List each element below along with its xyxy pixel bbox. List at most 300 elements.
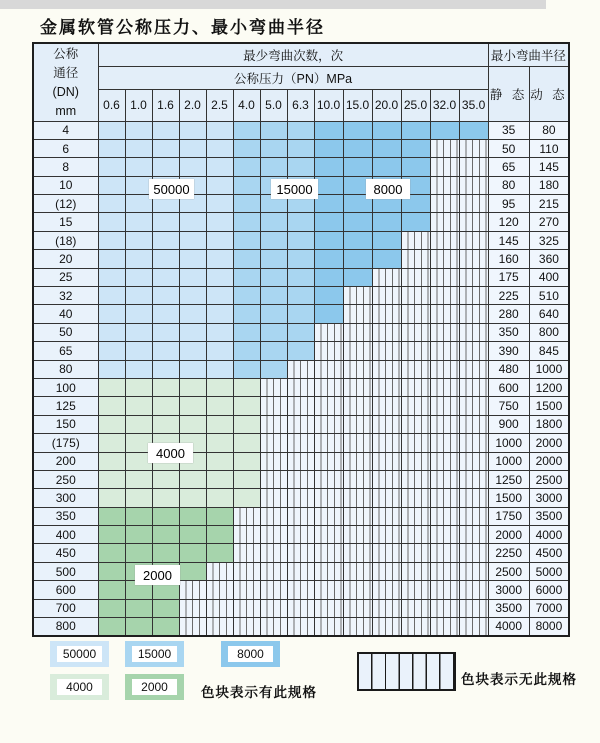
spec-cell bbox=[152, 507, 179, 525]
no-spec-cell bbox=[233, 581, 260, 599]
table-row bbox=[33, 250, 569, 268]
spec-cell bbox=[179, 213, 206, 231]
spec-cell bbox=[206, 213, 233, 231]
pressure-col-header: 0.6 bbox=[98, 89, 125, 121]
static-value-cell: 280 bbox=[488, 305, 529, 323]
spec-cell bbox=[206, 360, 233, 378]
no-spec-cell bbox=[372, 415, 401, 433]
dynamic-value-cell: 510 bbox=[529, 287, 569, 305]
spec-cell bbox=[343, 250, 372, 268]
no-spec-cell bbox=[343, 507, 372, 525]
spec-cell bbox=[179, 470, 206, 488]
no-spec-cell bbox=[430, 287, 459, 305]
spec-cell bbox=[206, 397, 233, 415]
no-spec-cell bbox=[287, 581, 314, 599]
spec-cell bbox=[206, 305, 233, 323]
no-spec-cell bbox=[430, 378, 459, 396]
no-spec-cell bbox=[372, 489, 401, 507]
dynamic-value-cell: 145 bbox=[529, 158, 569, 176]
dn-cell: 20 bbox=[33, 250, 98, 268]
spec-cell bbox=[233, 434, 260, 452]
no-spec-cell bbox=[343, 323, 372, 341]
table-row bbox=[33, 287, 569, 305]
table-row bbox=[33, 452, 569, 470]
no-spec-cell bbox=[233, 507, 260, 525]
no-spec-cell bbox=[287, 599, 314, 617]
spec-cell bbox=[179, 360, 206, 378]
legend-block-50000 bbox=[50, 641, 109, 667]
no-spec-cell bbox=[401, 581, 430, 599]
spec-cell bbox=[372, 213, 401, 231]
spec-cell bbox=[233, 250, 260, 268]
no-spec-cell bbox=[314, 452, 343, 470]
no-spec-cell bbox=[314, 489, 343, 507]
legend-block-2000 bbox=[125, 674, 184, 700]
no-spec-cell bbox=[459, 287, 488, 305]
spec-cell bbox=[125, 470, 152, 488]
spec-cell bbox=[179, 562, 206, 580]
spec-cell bbox=[260, 158, 287, 176]
dn-cell: 125 bbox=[33, 397, 98, 415]
dn-cell: (175) bbox=[33, 434, 98, 452]
spec-cell bbox=[314, 139, 343, 157]
static-value-cell: 65 bbox=[488, 158, 529, 176]
no-spec-cell bbox=[459, 139, 488, 157]
spec-cell bbox=[125, 489, 152, 507]
no-spec-cell bbox=[372, 599, 401, 617]
spec-cell bbox=[98, 250, 125, 268]
no-spec-cell bbox=[459, 195, 488, 213]
pressure-col-header: 6.3 bbox=[287, 89, 314, 121]
no-spec-cell bbox=[260, 415, 287, 433]
no-spec-cell bbox=[430, 562, 459, 580]
dn-cell: 600 bbox=[33, 581, 98, 599]
no-spec-cell bbox=[260, 489, 287, 507]
spec-cell bbox=[314, 121, 343, 139]
dynamic-value-cell: 1800 bbox=[529, 415, 569, 433]
no-spec-cell bbox=[401, 470, 430, 488]
no-spec-cell bbox=[459, 268, 488, 286]
dn-cell: (18) bbox=[33, 231, 98, 249]
spec-cell bbox=[233, 287, 260, 305]
spec-cell bbox=[233, 231, 260, 249]
no-spec-cell bbox=[233, 544, 260, 562]
spec-cell bbox=[233, 305, 260, 323]
spec-cell bbox=[206, 195, 233, 213]
dn-cell: 40 bbox=[33, 305, 98, 323]
spec-cell bbox=[125, 526, 152, 544]
no-spec-cell bbox=[343, 360, 372, 378]
no-spec-cell bbox=[260, 470, 287, 488]
no-spec-cell bbox=[459, 176, 488, 194]
dynamic-value-cell: 7000 bbox=[529, 599, 569, 617]
no-spec-cell bbox=[430, 305, 459, 323]
no-spec-cell bbox=[287, 489, 314, 507]
spec-cell bbox=[179, 250, 206, 268]
no-spec-cell bbox=[287, 378, 314, 396]
dn-cell: 8 bbox=[33, 158, 98, 176]
spec-cell bbox=[343, 213, 372, 231]
dn-header-line: 公称 bbox=[53, 46, 79, 61]
static-value-cell: 35 bbox=[488, 121, 529, 139]
no-spec-cell bbox=[459, 213, 488, 231]
no-spec-cell bbox=[401, 268, 430, 286]
top-bar bbox=[0, 0, 546, 9]
spec-cell bbox=[179, 158, 206, 176]
no-spec-cell bbox=[343, 544, 372, 562]
no-spec-cell bbox=[206, 599, 233, 617]
no-spec-cell bbox=[343, 434, 372, 452]
spec-cell bbox=[98, 213, 125, 231]
no-spec-cell bbox=[372, 562, 401, 580]
spec-cell bbox=[98, 158, 125, 176]
radius-header: 最小弯曲半径 bbox=[488, 43, 569, 66]
spec-cell bbox=[343, 268, 372, 286]
spec-table bbox=[32, 42, 570, 637]
no-spec-cell bbox=[343, 599, 372, 617]
pressure-header: 公称压力（PN）MPa bbox=[98, 66, 488, 89]
spec-cell bbox=[98, 139, 125, 157]
cycle-label-2000: 2000 bbox=[135, 565, 180, 585]
spec-cell bbox=[152, 397, 179, 415]
spec-cell bbox=[206, 526, 233, 544]
dynamic-value-cell: 270 bbox=[529, 213, 569, 231]
dn-header-line: mm bbox=[55, 103, 77, 118]
no-spec-cell bbox=[260, 599, 287, 617]
table-row bbox=[33, 415, 569, 433]
spec-cell bbox=[98, 121, 125, 139]
no-spec-cell bbox=[287, 415, 314, 433]
spec-cell bbox=[152, 305, 179, 323]
no-spec-cell bbox=[372, 434, 401, 452]
no-spec-cell bbox=[401, 287, 430, 305]
spec-cell bbox=[152, 544, 179, 562]
no-spec-cell bbox=[401, 323, 430, 341]
no-spec-cell bbox=[372, 342, 401, 360]
spec-cell bbox=[206, 139, 233, 157]
spec-cell bbox=[152, 599, 179, 617]
spec-cell bbox=[98, 581, 125, 599]
spec-cell bbox=[233, 415, 260, 433]
no-spec-cell bbox=[459, 250, 488, 268]
no-spec-cell bbox=[430, 139, 459, 157]
spec-cell bbox=[152, 121, 179, 139]
no-spec-cell bbox=[459, 562, 488, 580]
spec-cell bbox=[152, 287, 179, 305]
spec-cell bbox=[152, 342, 179, 360]
spec-cell bbox=[152, 158, 179, 176]
no-spec-cell bbox=[372, 360, 401, 378]
cycle-label-4000: 4000 bbox=[148, 443, 193, 463]
spec-cell bbox=[98, 489, 125, 507]
spec-cell bbox=[401, 158, 430, 176]
no-spec-cell bbox=[233, 562, 260, 580]
dn-cell: 250 bbox=[33, 470, 98, 488]
spec-cell bbox=[233, 342, 260, 360]
no-spec-cell bbox=[179, 599, 206, 617]
no-spec-cell bbox=[314, 526, 343, 544]
spec-cell bbox=[179, 268, 206, 286]
table-row bbox=[33, 599, 569, 617]
legend-block-8000 bbox=[221, 641, 280, 667]
legend-has-spec-text: 色块表示有此规格 bbox=[201, 685, 317, 700]
static-value-cell: 145 bbox=[488, 231, 529, 249]
spec-cell bbox=[260, 323, 287, 341]
spec-cell bbox=[287, 121, 314, 139]
spec-cell bbox=[125, 618, 152, 636]
no-spec-cell bbox=[372, 305, 401, 323]
static-value-cell: 900 bbox=[488, 415, 529, 433]
spec-cell bbox=[233, 139, 260, 157]
no-spec-cell bbox=[372, 544, 401, 562]
spec-cell bbox=[179, 526, 206, 544]
dynamic-header: 动 态 bbox=[529, 66, 569, 121]
table-row bbox=[33, 268, 569, 286]
no-spec-cell bbox=[430, 599, 459, 617]
no-spec-cell bbox=[430, 434, 459, 452]
spec-cell bbox=[98, 268, 125, 286]
dn-cell: 450 bbox=[33, 544, 98, 562]
spec-cell bbox=[125, 250, 152, 268]
spec-cell bbox=[314, 195, 343, 213]
no-spec-cell bbox=[287, 544, 314, 562]
bend-cycles-header: 最少弯曲次数，次 bbox=[98, 43, 488, 66]
dynamic-value-cell: 4500 bbox=[529, 544, 569, 562]
pressure-col-header: 1.6 bbox=[152, 89, 179, 121]
spec-cell bbox=[152, 323, 179, 341]
spec-cell bbox=[152, 415, 179, 433]
spec-cell bbox=[98, 544, 125, 562]
no-spec-cell bbox=[314, 599, 343, 617]
legend-label-4000: 4000 bbox=[57, 679, 102, 695]
spec-cell bbox=[98, 176, 125, 194]
page-title: 金属软管公称压力、最小弯曲半径 bbox=[40, 18, 325, 38]
spec-cell bbox=[314, 176, 343, 194]
no-spec-cell bbox=[430, 489, 459, 507]
spec-cell bbox=[206, 452, 233, 470]
table-row bbox=[33, 470, 569, 488]
dynamic-value-cell: 180 bbox=[529, 176, 569, 194]
legend-label-8000: 8000 bbox=[228, 646, 273, 662]
no-spec-cell bbox=[206, 618, 233, 636]
static-value-cell: 225 bbox=[488, 287, 529, 305]
no-spec-cell bbox=[233, 526, 260, 544]
dn-cell: 100 bbox=[33, 378, 98, 396]
spec-cell bbox=[287, 139, 314, 157]
spec-cell bbox=[401, 121, 430, 139]
no-spec-cell bbox=[430, 470, 459, 488]
static-value-cell: 390 bbox=[488, 342, 529, 360]
table-row bbox=[33, 581, 569, 599]
spec-cell bbox=[125, 544, 152, 562]
spec-cell bbox=[343, 121, 372, 139]
no-spec-cell bbox=[343, 526, 372, 544]
spec-cell bbox=[125, 599, 152, 617]
dynamic-value-cell: 1500 bbox=[529, 397, 569, 415]
spec-cell bbox=[206, 342, 233, 360]
dynamic-value-cell: 325 bbox=[529, 231, 569, 249]
spec-cell bbox=[372, 250, 401, 268]
no-spec-cell bbox=[459, 470, 488, 488]
no-spec-cell bbox=[401, 489, 430, 507]
spec-cell bbox=[260, 342, 287, 360]
static-value-cell: 600 bbox=[488, 378, 529, 396]
no-spec-cell bbox=[430, 507, 459, 525]
no-spec-cell bbox=[260, 397, 287, 415]
spec-cell bbox=[287, 323, 314, 341]
spec-cell bbox=[206, 250, 233, 268]
spec-cell bbox=[179, 415, 206, 433]
legend-no-spec-text: 色块表示无此规格 bbox=[461, 672, 577, 687]
static-value-cell: 1000 bbox=[488, 452, 529, 470]
legend-block-15000 bbox=[125, 641, 184, 667]
spec-cell bbox=[233, 176, 260, 194]
no-spec-cell bbox=[260, 526, 287, 544]
table-row bbox=[33, 342, 569, 360]
spec-cell bbox=[260, 231, 287, 249]
dynamic-value-cell: 2000 bbox=[529, 434, 569, 452]
spec-cell bbox=[233, 470, 260, 488]
no-spec-cell bbox=[401, 526, 430, 544]
no-spec-cell bbox=[430, 213, 459, 231]
dn-cell: 300 bbox=[33, 489, 98, 507]
no-spec-cell bbox=[314, 397, 343, 415]
spec-cell bbox=[401, 213, 430, 231]
no-spec-cell bbox=[459, 599, 488, 617]
spec-cell bbox=[233, 323, 260, 341]
spec-cell bbox=[206, 489, 233, 507]
spec-cell bbox=[179, 121, 206, 139]
static-value-cell: 1750 bbox=[488, 507, 529, 525]
no-spec-cell bbox=[179, 618, 206, 636]
spec-cell bbox=[260, 287, 287, 305]
no-spec-cell bbox=[314, 470, 343, 488]
spec-cell bbox=[179, 139, 206, 157]
spec-cell bbox=[98, 618, 125, 636]
spec-cell bbox=[179, 544, 206, 562]
spec-cell bbox=[260, 213, 287, 231]
spec-cell bbox=[206, 287, 233, 305]
no-spec-cell bbox=[314, 618, 343, 636]
header-row bbox=[33, 66, 569, 89]
dn-cell: 65 bbox=[33, 342, 98, 360]
legend-label-15000: 15000 bbox=[132, 646, 177, 662]
no-spec-cell bbox=[401, 342, 430, 360]
no-spec-cell bbox=[430, 195, 459, 213]
spec-cell bbox=[125, 176, 152, 194]
no-spec-cell bbox=[459, 158, 488, 176]
table-row bbox=[33, 231, 569, 249]
no-spec-cell bbox=[372, 470, 401, 488]
static-value-cell: 120 bbox=[488, 213, 529, 231]
table-row bbox=[33, 544, 569, 562]
no-spec-cell bbox=[430, 618, 459, 636]
spec-cell bbox=[314, 268, 343, 286]
table-row bbox=[33, 305, 569, 323]
spec-cell bbox=[233, 195, 260, 213]
no-spec-cell bbox=[372, 507, 401, 525]
no-spec-cell bbox=[287, 507, 314, 525]
spec-cell bbox=[233, 213, 260, 231]
spec-cell bbox=[152, 250, 179, 268]
pressure-col-header: 15.0 bbox=[343, 89, 372, 121]
pressure-col-header: 4.0 bbox=[233, 89, 260, 121]
spec-cell bbox=[233, 378, 260, 396]
legend-label-50000: 50000 bbox=[57, 646, 102, 662]
pressure-col-header: 20.0 bbox=[372, 89, 401, 121]
striped-legend-box bbox=[357, 652, 456, 691]
no-spec-cell bbox=[459, 618, 488, 636]
spec-cell bbox=[287, 158, 314, 176]
no-spec-cell bbox=[343, 618, 372, 636]
spec-cell bbox=[260, 139, 287, 157]
no-spec-cell bbox=[260, 581, 287, 599]
dn-header-cell bbox=[33, 43, 98, 121]
no-spec-cell bbox=[372, 378, 401, 396]
static-value-cell: 2250 bbox=[488, 544, 529, 562]
spec-cell bbox=[343, 139, 372, 157]
dynamic-value-cell: 845 bbox=[529, 342, 569, 360]
no-spec-cell bbox=[343, 452, 372, 470]
spec-cell bbox=[125, 323, 152, 341]
table-row bbox=[33, 507, 569, 525]
spec-cell bbox=[343, 231, 372, 249]
table-row bbox=[33, 323, 569, 341]
no-spec-cell bbox=[287, 470, 314, 488]
no-spec-cell bbox=[459, 323, 488, 341]
no-spec-cell bbox=[372, 581, 401, 599]
dn-cell: 4 bbox=[33, 121, 98, 139]
dynamic-value-cell: 1200 bbox=[529, 378, 569, 396]
spec-cell bbox=[206, 268, 233, 286]
no-spec-cell bbox=[314, 562, 343, 580]
dynamic-value-cell: 80 bbox=[529, 121, 569, 139]
no-spec-cell bbox=[401, 434, 430, 452]
spec-cell bbox=[233, 360, 260, 378]
no-spec-cell bbox=[401, 360, 430, 378]
no-spec-cell bbox=[206, 562, 233, 580]
legend-block-4000 bbox=[50, 674, 109, 700]
spec-cell bbox=[206, 121, 233, 139]
spec-cell bbox=[287, 305, 314, 323]
pressure-col-header: 25.0 bbox=[401, 89, 430, 121]
spec-cell bbox=[152, 470, 179, 488]
static-value-cell: 2000 bbox=[488, 526, 529, 544]
spec-cell bbox=[98, 195, 125, 213]
spec-cell bbox=[179, 397, 206, 415]
no-spec-cell bbox=[372, 618, 401, 636]
no-spec-cell bbox=[401, 397, 430, 415]
spec-cell bbox=[98, 562, 125, 580]
no-spec-cell bbox=[372, 268, 401, 286]
spec-cell bbox=[98, 378, 125, 396]
no-spec-cell bbox=[401, 618, 430, 636]
no-spec-cell bbox=[459, 415, 488, 433]
no-spec-cell bbox=[459, 452, 488, 470]
pressure-col-header: 2.5 bbox=[206, 89, 233, 121]
spec-cell bbox=[152, 489, 179, 507]
table-row bbox=[33, 526, 569, 544]
pressure-col-header: 35.0 bbox=[459, 89, 488, 121]
spec-cell bbox=[287, 250, 314, 268]
dn-cell: 25 bbox=[33, 268, 98, 286]
no-spec-cell bbox=[430, 581, 459, 599]
no-spec-cell bbox=[372, 287, 401, 305]
cycle-label-50000: 50000 bbox=[149, 179, 194, 199]
no-spec-cell bbox=[260, 562, 287, 580]
no-spec-cell bbox=[401, 231, 430, 249]
no-spec-cell bbox=[459, 342, 488, 360]
